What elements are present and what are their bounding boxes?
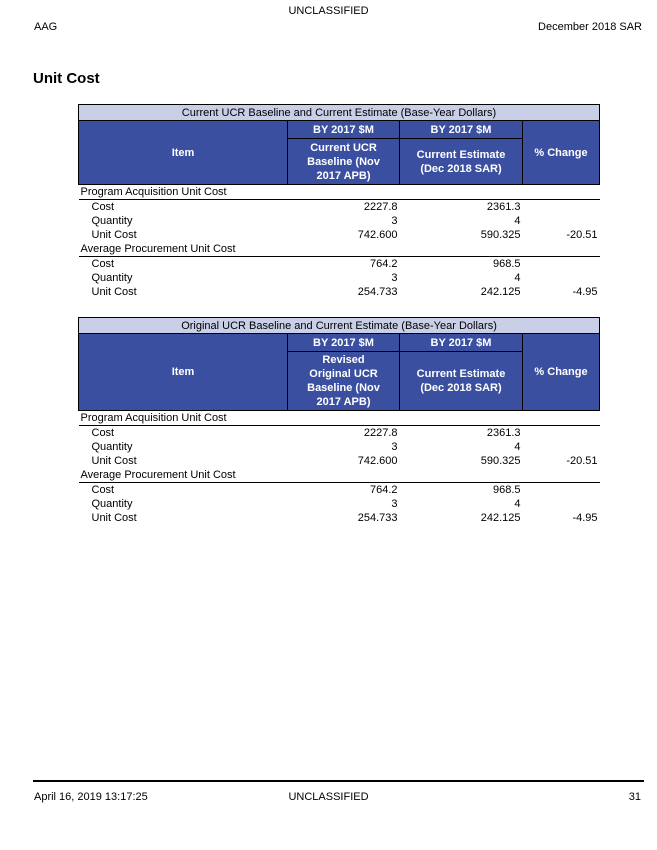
table-caption: Current UCR Baseline and Current Estimate (Base-Year Dollars) [79, 105, 600, 121]
table-row [79, 257, 600, 272]
baseline-value: 3 [391, 441, 398, 453]
row-label: Quantity [91, 272, 133, 284]
page-title: Unit Cost [33, 70, 100, 87]
row-label: Quantity [91, 441, 133, 453]
change-value [523, 440, 600, 454]
footer-divider [33, 780, 644, 782]
row-label: Cost [91, 484, 115, 496]
header-classification: UNCLASSIFIED [288, 5, 369, 17]
by-header: BY 2017 $M [288, 334, 400, 352]
by-header: BY 2017 $M [400, 121, 523, 139]
baseline-value: 742.600 [357, 455, 398, 467]
table-row [79, 271, 600, 285]
unit-cost-table-original [78, 317, 600, 525]
estimate-value: 968.5 [492, 258, 521, 270]
table-row [79, 228, 600, 242]
table-row [79, 497, 600, 511]
change-value [523, 426, 600, 441]
baseline-header: Revised Original UCR Baseline (Nov 2017 APB) [288, 352, 400, 411]
baseline-value: 764.2 [369, 258, 398, 270]
section-apuc [79, 242, 600, 299]
baseline-header: Current UCR Baseline (Nov 2017 APB) [288, 139, 400, 185]
page-number: 31 [628, 791, 641, 803]
baseline-value: 764.2 [369, 484, 398, 496]
section-title: Average Procurement Unit Cost [79, 242, 600, 257]
baseline-value: 3 [391, 215, 398, 227]
table-row [79, 440, 600, 454]
change-value [523, 257, 600, 272]
row-label: Unit Cost [91, 512, 137, 524]
baseline-value: 3 [391, 498, 398, 510]
footer-timestamp: April 16, 2019 13:17:25 [34, 791, 148, 803]
change-value: -20.51 [566, 455, 598, 467]
baseline-value: 254.733 [357, 512, 398, 524]
table-row [79, 511, 600, 525]
section-apuc [79, 468, 600, 525]
footer-classification: UNCLASSIFIED [288, 791, 369, 803]
baseline-value: 254.733 [357, 286, 398, 298]
table-row [79, 483, 600, 498]
estimate-value: 2361.3 [486, 427, 521, 439]
item-header: Item [79, 121, 288, 185]
change-value: -20.51 [566, 229, 598, 241]
header-program: AAG [34, 21, 58, 33]
change-value: -4.95 [572, 512, 598, 524]
section-title: Average Procurement Unit Cost [79, 468, 600, 483]
baseline-value: 2227.8 [363, 201, 398, 213]
header-report: December 2018 SAR [538, 21, 642, 33]
change-value [523, 200, 600, 215]
baseline-value: 3 [391, 272, 398, 284]
estimate-value: 4 [514, 498, 521, 510]
table-caption: Original UCR Baseline and Current Estimate (Base-Year Dollars) [79, 318, 600, 334]
row-label: Unit Cost [91, 229, 137, 241]
table-row [79, 200, 600, 215]
change-value [523, 497, 600, 511]
change-value [523, 214, 600, 228]
section-pauc [79, 185, 600, 243]
baseline-value: 2227.8 [363, 427, 398, 439]
by-header: BY 2017 $M [288, 121, 400, 139]
estimate-value: 590.325 [480, 455, 521, 467]
estimate-value: 4 [514, 215, 521, 227]
estimate-value: 2361.3 [486, 201, 521, 213]
estimate-header: Current Estimate (Dec 2018 SAR) [400, 139, 523, 185]
change-value [523, 271, 600, 285]
estimate-value: 590.325 [480, 229, 521, 241]
change-header: % Change [523, 334, 600, 411]
estimate-value: 242.125 [480, 512, 521, 524]
row-label: Cost [91, 258, 115, 270]
baseline-value: 742.600 [357, 229, 398, 241]
section-title: Program Acquisition Unit Cost [79, 411, 600, 426]
row-label: Cost [91, 201, 115, 213]
row-label: Quantity [91, 498, 133, 510]
section-title: Program Acquisition Unit Cost [79, 185, 600, 200]
unit-cost-table-current [78, 104, 600, 299]
change-header: % Change [523, 121, 600, 185]
estimate-header: Current Estimate (Dec 2018 SAR) [400, 352, 523, 411]
row-label: Unit Cost [91, 286, 137, 298]
change-value: -4.95 [572, 286, 598, 298]
table-row [79, 285, 600, 299]
estimate-value: 4 [514, 441, 521, 453]
estimate-value: 4 [514, 272, 521, 284]
item-header: Item [79, 334, 288, 411]
estimate-value: 242.125 [480, 286, 521, 298]
change-value [523, 483, 600, 498]
table-row [79, 426, 600, 441]
row-label: Cost [91, 427, 115, 439]
row-label: Quantity [91, 215, 133, 227]
row-label: Unit Cost [91, 455, 137, 467]
estimate-value: 968.5 [492, 484, 521, 496]
by-header: BY 2017 $M [400, 334, 523, 352]
section-pauc [79, 411, 600, 469]
table-row [79, 454, 600, 468]
table-row [79, 214, 600, 228]
